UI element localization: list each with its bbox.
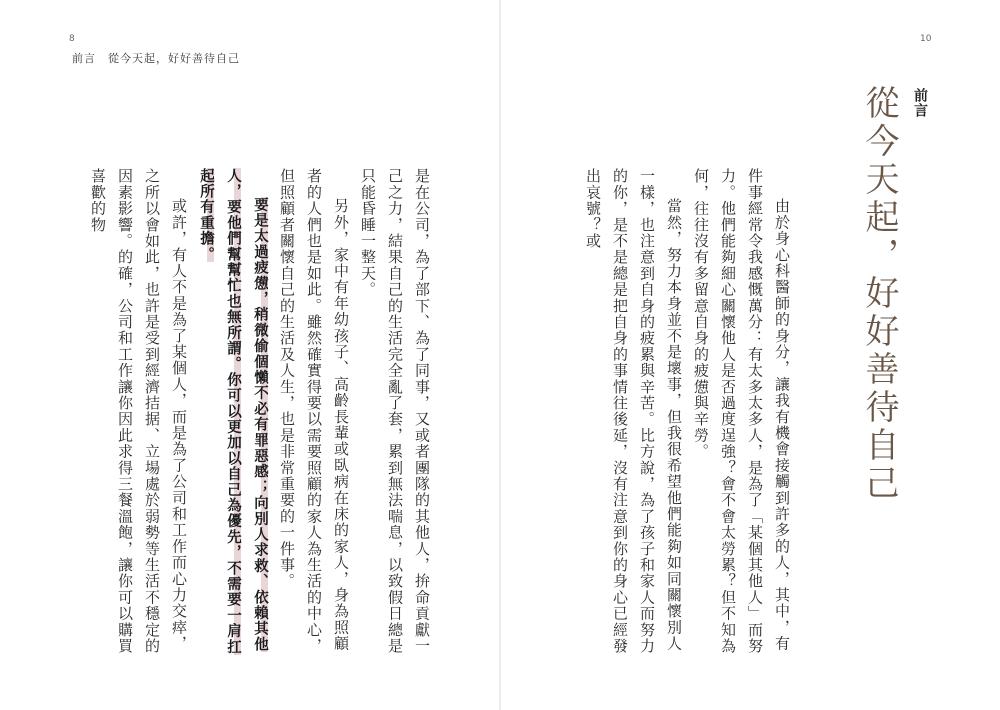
running-header: 前言 從今天起，好好善待自己 <box>72 52 240 65</box>
page-number: 10 <box>920 34 932 44</box>
right-page <box>500 0 1000 710</box>
paragraph: 是在公司，為了部下、為了同事，又或者團隊的其他人，拚命貢獻一己之力，結果自己的生活完全亂了套，累到無法喘息，以致假日總是只能昏睡一整天。 <box>359 168 431 654</box>
paragraph: 或許，有人不是為了某個人，而是為了公司和工作而心力交瘁，之所以會如此，也許是受到經濟拮据、立場處於弱勢等生活不穩定的因素影響。的確，公司和工作讓你因此求得三餐溫飽，讓你可以購買喜歡的物 <box>89 168 188 654</box>
emphasis-paragraph <box>192 168 273 658</box>
paragraph: 當然，努力本身並不是壞事，但我很希望他們能夠如同關懷別人一樣，也注意到自身的疲累與辛苦。比方說，為了孩子和家人而努力的你，是不是總是把自身的事情往後延，沒有注意到你的身心已經發出哀號？或 <box>584 168 683 654</box>
right-body-text <box>584 168 795 658</box>
chapter-label: 前言 <box>912 88 928 118</box>
highlighted-text: 要是太過疲憊，稍微偷個懶不必有罪惡感；向別人求救、依賴其他人，要他們幫幫忙也無所謂。你可以更加以自己為優先，不需要一肩扛起所有重擔。 <box>198 168 268 655</box>
page-number: 8 <box>69 34 75 44</box>
paragraph: 另外，家中有年幼孩子、高齡長輩或臥病在床的家人，身為照顧者的人們也是如此。雖然確實得要以需要照顧的家人為生活的中心，但照顧者關懷自己的生活及人生，也是非常重要的一件事。 <box>278 168 350 654</box>
paragraph: 由於身心科醫師的身分，讓我有機會接觸到許多的人，其中，有件事經常令我感慨萬分：有太多太多人，是為了「某個其他人」而努力。他們能夠細心關懷他人是否過度逞強？會不會太勞累？但不知為何，往往沒有多留意自身的疲憊與辛勞。 <box>692 168 791 654</box>
left-body-text <box>70 168 435 658</box>
chapter-title: 從今天起，好好善待自己 <box>859 85 899 503</box>
